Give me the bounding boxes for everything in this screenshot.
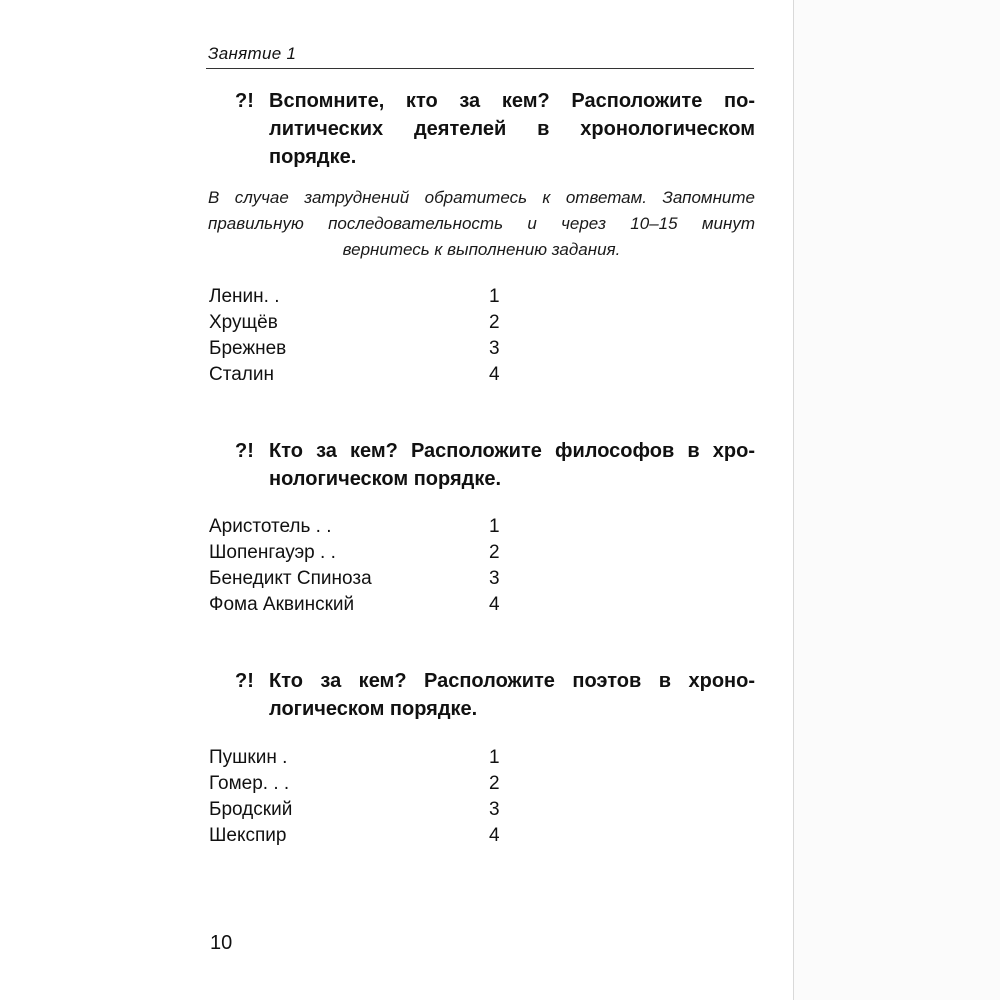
item-number: 2	[489, 312, 500, 333]
item-number: 3	[489, 799, 500, 820]
list-item	[209, 771, 509, 797]
item-number: 2	[489, 773, 500, 794]
item-name: Бенедикт Спиноза	[209, 568, 372, 589]
item-name: Ленин. .	[209, 286, 280, 307]
list-item	[209, 336, 509, 362]
note-line: правильную последовательность и через 10–15 минут	[208, 214, 755, 233]
header-rule	[206, 68, 754, 69]
item-name: Хрущёв	[209, 312, 278, 333]
item-number: 4	[489, 594, 500, 615]
list-item	[209, 745, 509, 771]
item-number: 4	[489, 825, 500, 846]
list-item	[209, 797, 509, 823]
task-politicians-note	[208, 185, 755, 263]
item-name: Фома Аквинский	[209, 594, 355, 615]
heading-line: порядке.	[269, 146, 357, 168]
page-number: 10	[210, 932, 233, 954]
item-name: Аристотель . .	[209, 516, 332, 537]
item-name: Брежнев	[209, 338, 287, 359]
poets-list	[209, 745, 509, 849]
page-fold-divider	[793, 0, 794, 1000]
task-marker: ?!	[235, 90, 254, 112]
item-number: 2	[489, 542, 500, 563]
item-name: Шекспир	[209, 825, 287, 846]
item-number: 3	[489, 338, 500, 359]
note-line: В случае затруднений обратитесь к ответам. Запомните	[208, 188, 755, 207]
list-item	[209, 284, 509, 310]
task-philosophers-heading	[235, 437, 755, 493]
task-marker: ?!	[235, 440, 254, 462]
item-name: Гомер. . .	[209, 773, 290, 794]
heading-line: Вспомните, кто за кем? Расположите по-	[269, 90, 755, 112]
item-number: 1	[489, 286, 500, 307]
item-number: 1	[489, 747, 500, 768]
facing-page	[794, 0, 1000, 1000]
item-name: Сталин	[209, 364, 274, 385]
item-name: Пушкин .	[209, 747, 288, 768]
item-name: Шопенгауэр . .	[209, 542, 336, 563]
list-item	[209, 310, 509, 336]
list-item	[209, 566, 509, 592]
task-marker: ?!	[235, 670, 254, 692]
list-item	[209, 362, 509, 388]
lesson-header: Занятие 1	[208, 44, 297, 63]
heading-line: логическом порядке.	[269, 698, 478, 720]
list-item	[209, 514, 509, 540]
heading-line: нологическом порядке.	[269, 468, 502, 490]
task-poets-heading	[235, 667, 755, 723]
heading-line: Кто за кем? Расположите философов в хро-	[269, 440, 755, 462]
task-politicians-heading	[235, 87, 755, 171]
note-line: вернитесь к выполнению задания.	[342, 240, 621, 259]
list-item	[209, 540, 509, 566]
heading-line: Кто за кем? Расположите поэтов в хроно-	[269, 670, 755, 692]
item-number: 1	[489, 516, 500, 537]
list-item	[209, 592, 509, 618]
heading-line: литических деятелей в хронологическом	[269, 118, 755, 140]
item-number: 3	[489, 568, 500, 589]
item-number: 4	[489, 364, 500, 385]
item-name: Бродский	[209, 799, 293, 820]
philosophers-list	[209, 514, 509, 618]
list-item	[209, 823, 509, 849]
politicians-list	[209, 284, 509, 388]
